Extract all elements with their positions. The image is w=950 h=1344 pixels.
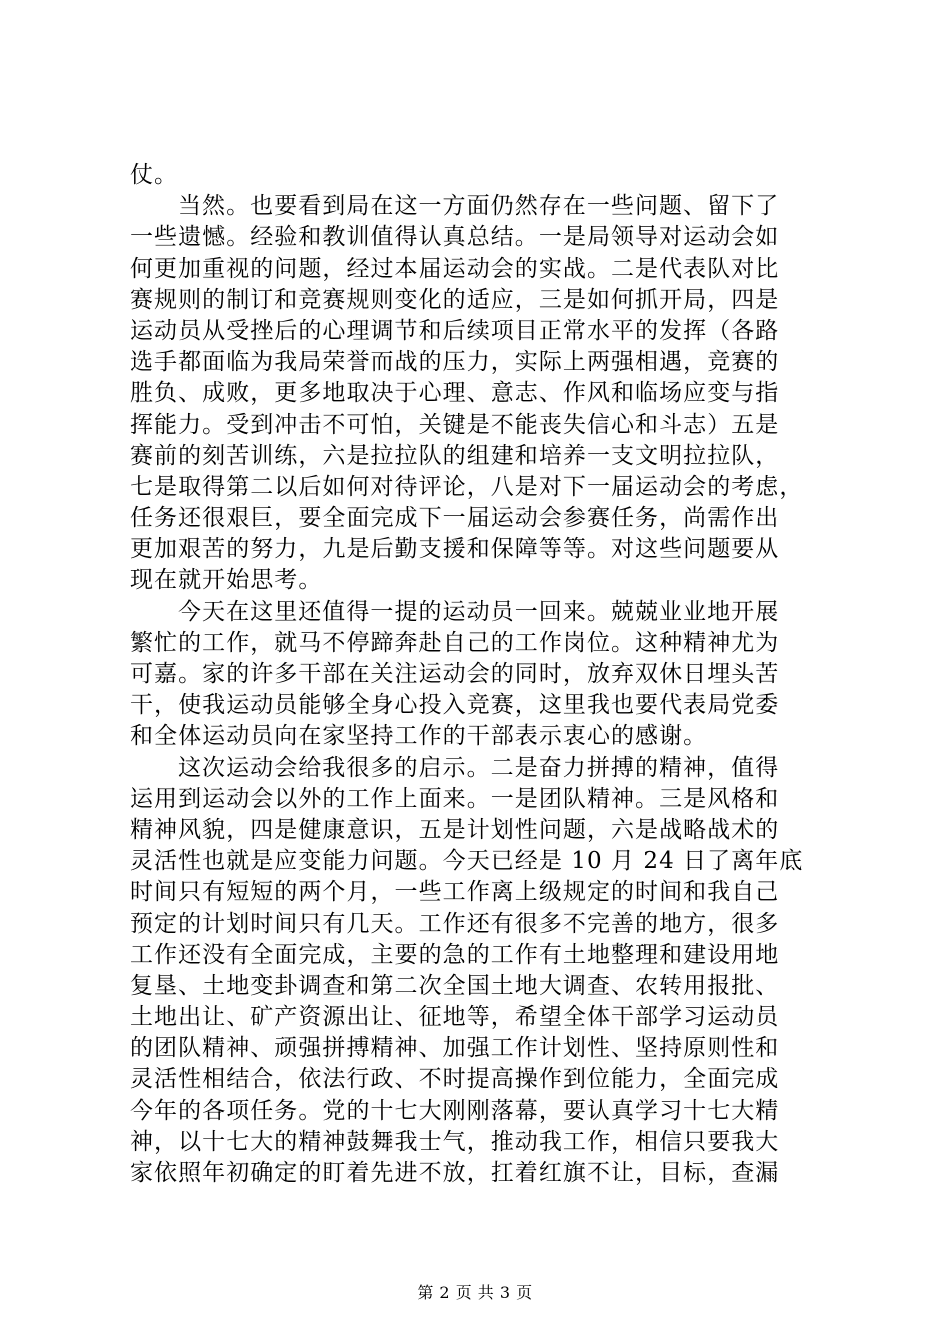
text-line: 预定的计划时间只有几天。工作还有很多不完善的地方，很多: [130, 910, 780, 937]
text-line: 今年的各项任务。党的十七大刚刚落幕，要认真学习十七大精: [130, 1097, 780, 1124]
text-line: 何更加重视的问题，经过本届运动会的实战。二是代表队对比: [130, 255, 780, 282]
text-line: 挥能力。受到冲击不可怕，关键是不能丧失信心和斗志）五是: [130, 411, 780, 438]
text-line: 神，以十七大的精神鼓舞我士气，推动我工作，相信只要我大: [130, 1128, 780, 1155]
text-line: 复垦、土地变卦调查和第二次全国土地大调查、农转用报批、: [130, 972, 780, 999]
page-footer: 第 2 页 共 3 页: [417, 1283, 533, 1302]
text-line: 运用到运动会以外的工作上面来。一是团队精神。三是风格和: [130, 785, 780, 812]
text-line: 仗。: [130, 162, 179, 188]
text-line: 可嘉。家的许多干部在关注运动会的同时，放弃双休日埋头苦: [130, 661, 780, 687]
text-line: 任务还很艰巨，要全面完成下一届运动会参赛任务，尚需作出: [130, 505, 780, 532]
text-line: 赛规则的制订和竞赛规则变化的适应，三是如何抓开局，四是: [130, 286, 780, 313]
text-line: 时间只有短短的两个月，一些工作离上级规定的时间和我自己: [130, 879, 780, 906]
text-line: 赛前的刻苦训练，六是拉拉队的组建和培养一支文明拉拉队，: [130, 442, 780, 469]
text-line: 精神风貌，四是健康意识，五是计划性问题，六是战略战术的: [130, 816, 780, 843]
document-body: [130, 160, 830, 1189]
text-line: 胜负、成败，更多地取决于心理、意志、作风和临场应变与指: [130, 380, 780, 407]
text-line: 和全体运动员向在家坚持工作的干部表示衷心的感谢。: [130, 723, 708, 750]
text-line: 今天在这里还值得一提的运动员一回来。兢兢业业地开展: [178, 598, 780, 625]
text-line: 更加艰苦的努力，九是后勤支援和保障等等。对这些问题要从: [130, 536, 780, 563]
text-line: 工作还没有全面完成，主要的急的工作有土地整理和建设用地: [130, 941, 780, 968]
text-line: 这次运动会给我很多的启示。二是奋力拼搏的精神，值得: [178, 754, 780, 781]
text-line: 繁忙的工作，就马不停蹄奔赴自己的工作岗位。这种精神尤为: [130, 629, 780, 656]
text-line: 灵活性相结合，依法行政、不时提高操作到位能力，全面完成: [130, 1066, 780, 1093]
text-line: 土地出让、矿产资源出让、征地等，希望全体干部学习运动员: [130, 1004, 780, 1031]
text-line: 选手都面临为我局荣誉而战的压力，实际上两强相遇，竞赛的: [130, 349, 780, 376]
text-line: 的团队精神、顽强拼搏精神、加强工作计划性、坚持原则性和: [130, 1035, 780, 1062]
text-line: 现在就开始思考。: [130, 567, 323, 594]
text-line: 干，使我运动员能够全身心投入竞赛，这里我也要代表局党委: [130, 692, 780, 719]
text-line: 灵活性也就是应变能力问题。今天已经是 10 月 24 日了离年底: [130, 848, 804, 875]
text-line: 当然。也要看到局在这一方面仍然存在一些问题、留下了: [178, 193, 780, 220]
text-line: 一些遗憾。经验和教训值得认真总结。一是局领导对运动会如: [130, 224, 780, 251]
text-line: 运动员从受挫后的心理调节和后续项目正常水平的发挥（各路: [130, 317, 780, 344]
text-line: 七是取得第二以后如何对待评论，八是对下一届运动会的考虑，: [130, 473, 804, 500]
text-line: 家依照年初确定的盯着先进不放，扛着红旗不让，目标，查漏: [130, 1160, 780, 1186]
